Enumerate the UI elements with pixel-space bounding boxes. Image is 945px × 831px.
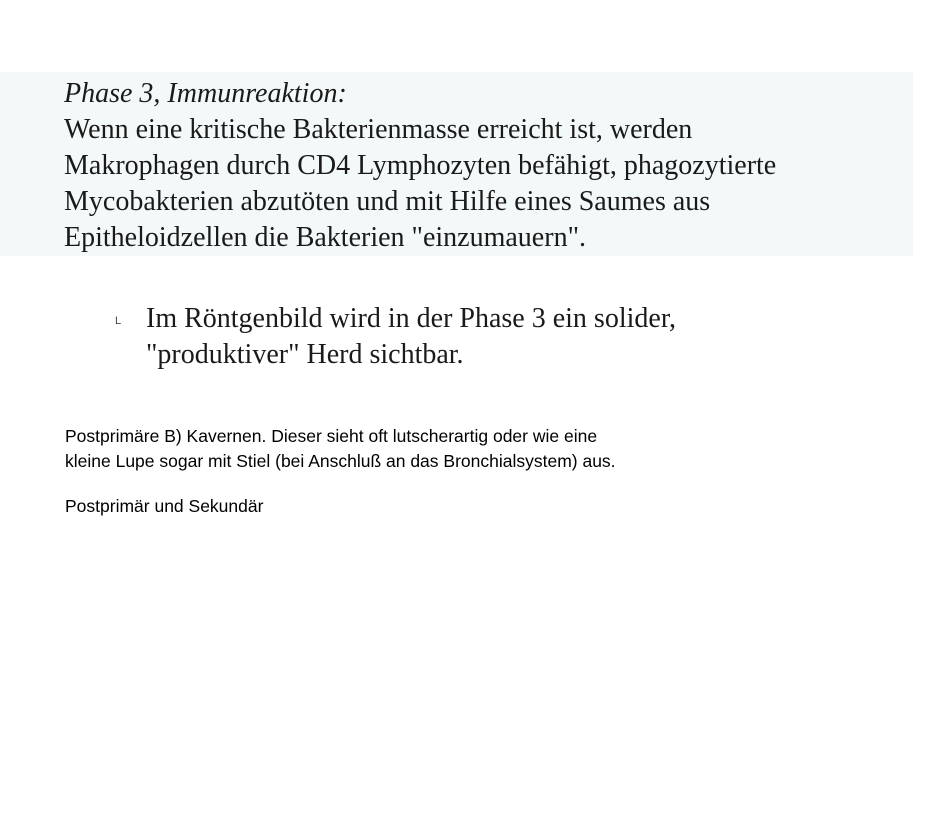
note-line-1: Postprimäre B) Kavernen. Dieser sieht oft lutscherartig oder wie eine — [65, 426, 598, 446]
kavernen-note — [65, 424, 885, 474]
note-footer: Postprimär und Sekundär — [65, 496, 264, 516]
note-line-2: kleine Lupe sogar mit Stiel (bei Anschluß an das Bronchialsystem) aus. — [65, 451, 616, 471]
phase-3-line-4: Epitheloidzellen die Bakterien "einzumauern". — [64, 222, 586, 253]
phase-3-text-block — [64, 76, 904, 256]
xray-line-2: "produktiver" Herd sichtbar. — [146, 339, 464, 370]
bullet-icon: L — [115, 315, 122, 327]
phase-3-line-3: Mycobakterien abzutöten und mit Hilfe eines Saumes aus — [64, 186, 711, 217]
xray-text — [146, 301, 676, 373]
phase-3-line-1: Wenn eine kritische Bakterienmasse erreicht ist, werden — [64, 114, 693, 145]
phase-3-title: Phase 3, Immunreaktion: — [64, 78, 347, 109]
phase-3-line-2: Makrophagen durch CD4 Lymphozyten befähigt, phagozytierte — [64, 150, 777, 181]
xray-line-1: Im Röntgenbild wird in der Phase 3 ein solider, — [146, 303, 677, 334]
